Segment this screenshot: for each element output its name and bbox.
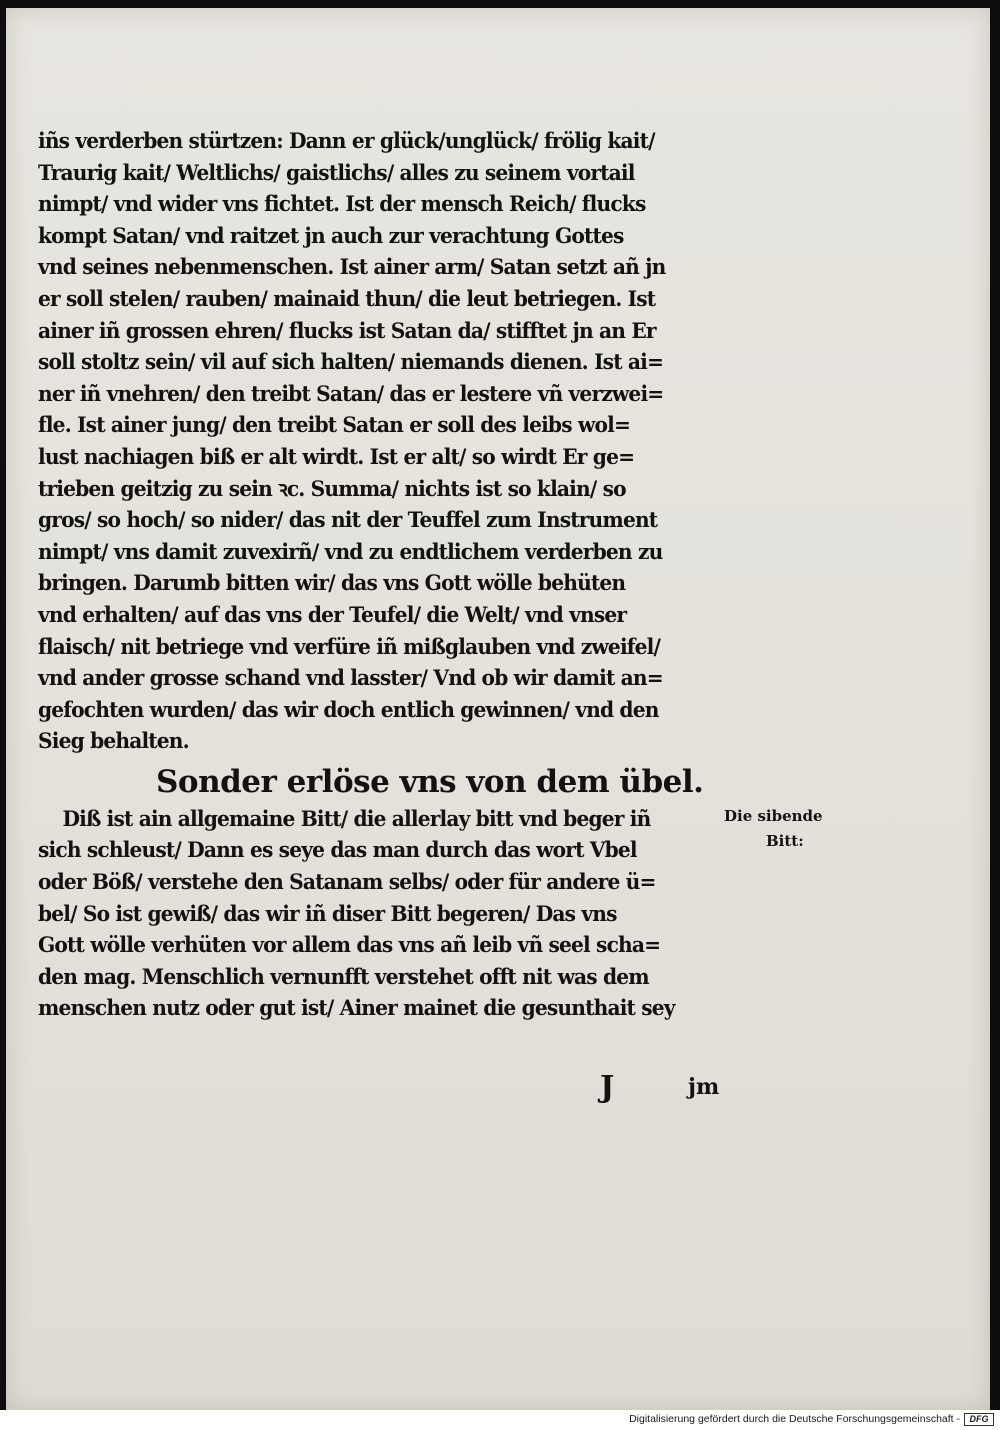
text-line: vnd seines nebenmenschen. Ist ainer arm/ Satan setzt añ jn	[38, 255, 666, 281]
text-line: lust nachiagen biß er alt wirdt. Ist er alt/ so wirdt Er ge=	[38, 444, 635, 470]
signature-mark: J	[600, 1070, 615, 1105]
text-line: gefochten wurden/ das wir doch entlich gewinnen/ vnd den	[38, 697, 659, 723]
marginal-note-line-1: Die sibende	[724, 807, 823, 825]
marginal-note	[724, 804, 864, 854]
text-line: vnd ander grosse schand vnd lasster/ Vnd ob wir damit an=	[38, 666, 663, 692]
text-line: bel/ So ist gewiß/ das wir iñ diser Bitt begeren/ Das vns	[38, 901, 617, 927]
text-line: menschen nutz oder gut ist/ Ainer mainet die gesunthait sey	[38, 996, 675, 1022]
section-heading: Sonder erlöse vns von dem übel.	[156, 763, 704, 800]
text-line: kompt Satan/ vnd raitzet jn auch zur verachtung Gottes	[38, 223, 624, 249]
text-line: oder Böß/ verstehe den Satanam selbs/ oder für andere ü=	[38, 870, 656, 896]
marginal-note-line-2: Bitt:	[766, 832, 804, 850]
funding-credit: Digitalisierung gefördert durch die Deutsche Forschungsgemeinschaft -	[629, 1413, 960, 1425]
text-line: Traurig kait/ Weltlichs/ gaistlichs/ alles zu seinem vortail	[38, 160, 635, 186]
text-line: flaisch/ nit betriege vnd verfüre iñ mißglauben vnd zweifel/	[38, 634, 661, 660]
book-page	[6, 8, 990, 1410]
text-line: soll stoltz sein/ vil auf sich halten/ niemands dienen. Ist ai=	[38, 350, 664, 376]
text-line: Gott wölle verhüten vor allem das vns añ leib vñ seel scha=	[38, 933, 661, 959]
text-line: fle. Ist ainer jung/ den treibt Satan er soll des leibs wol=	[38, 413, 631, 439]
text-line: bringen. Darumb bitten wir/ das vns Gott wölle behüten	[38, 571, 626, 597]
text-line: trieben geitzig zu sein ꝛc. Summa/ nichts ist so klain/ so	[38, 476, 626, 502]
page-bottom-marks	[38, 1070, 728, 1110]
catchword: jm	[688, 1074, 720, 1100]
text-line: gros/ so hoch/ so nider/ das nit der Teuffel zum Instrument	[38, 508, 658, 534]
dfg-logo: DFG	[964, 1413, 994, 1426]
text-line: er soll stelen/ rauben/ mainaid thun/ die leut betriegen. Ist	[38, 286, 656, 312]
text-line: vnd erhalten/ auf das vns der Teufel/ die Welt/ vnd vnser	[38, 602, 627, 628]
text-line: den mag. Menschlich vernunfft verstehet offt nit was dem	[38, 964, 649, 990]
text-line: ainer iñ grossen ehren/ flucks ist Satan da/ stifftet jn an Er	[38, 318, 656, 344]
footer-bar	[0, 1410, 1000, 1430]
text-line: ner iñ vnehren/ den treibt Satan/ das er lestere vñ verzwei=	[38, 381, 664, 407]
text-line: sich schleust/ Dann es seye das man durch das wort Vbel	[38, 838, 637, 864]
text-line: Sieg behalten.	[38, 729, 189, 755]
text-line: nimpt/ vnd wider vns fichtet. Ist der mensch Reich/ flucks	[38, 192, 646, 218]
text-line: Diß ist ain allgemaine Bitt/ die allerlay bitt vnd beger iñ	[62, 806, 651, 832]
text-line: nimpt/ vns damit zuvexirñ/ vnd zu endtlichem verderben zu	[38, 539, 663, 565]
text-line: iñs verderben stürtzen: Dann er glück/unglück/ frölig kait/	[38, 129, 655, 154]
main-text-block	[38, 126, 728, 1025]
